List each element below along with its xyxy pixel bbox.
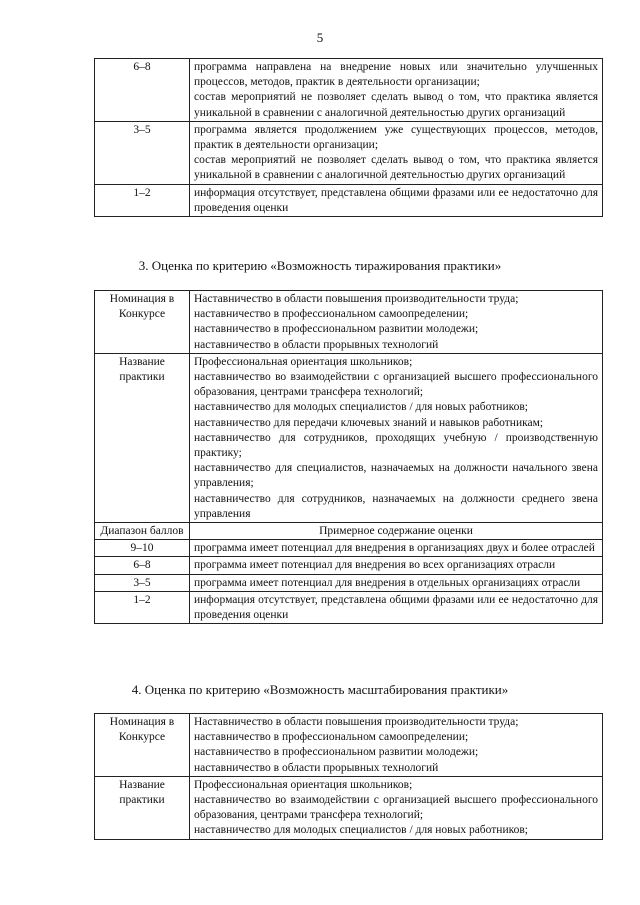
practice-item: наставничество для сотрудников, назначаемых на должности среднего звена управления [194,492,598,520]
practice-item: Профессиональная ориентация школьников; [194,778,413,791]
table-row [95,59,603,122]
content-header: Примерное содержание оценки [190,523,603,540]
table-row [95,540,603,557]
nomination-item: наставничество в профессиональном развитии молодежи; [194,746,479,759]
score-cell: 6–8 [95,557,190,574]
nomination-item: наставничество в профессиональном развитии молодежи; [194,323,479,336]
page-number: 5 [316,30,324,45]
description-cell: программа имеет потенциал для внедрения во всех организациях отрасли [190,557,603,574]
nomination-item: Наставничество в области повышения производительности труда; [194,293,519,305]
description-cell [190,121,603,184]
description-line: программа является продолжением уже существующих процессов, методов, практик в деятельности организации; [194,123,598,152]
description-line: состав мероприятий не позволяет сделать вывод о том, что практика является уникальной в сравнении с аналогичной деятельностью других организаций [194,91,598,119]
table-row [95,121,603,184]
nomination-item: Наставничество в области повышения производительности труда; [194,716,519,728]
table-row [95,184,603,216]
table-row [95,591,603,623]
score-cell: 1–2 [95,591,190,623]
description-cell: информация отсутствует, представлена общими фразами или ее недостаточно для проведения оценки [190,591,603,623]
nomination-item: наставничество в профессиональном самоопределении; [194,731,469,744]
nomination-list [190,291,603,354]
table-row [95,557,603,574]
practice-item: наставничество во взаимодействии с организацией высшего профессионального образования, центрами трансфера технологий; [194,794,598,822]
practice-item: наставничество во взаимодействии с организацией высшего профессионального образования, центрами трансфера технологий; [194,371,598,399]
section-3-heading: 3. Оценка по критерию «Возможность тиражирования практики» [138,258,502,273]
practice-list [190,353,603,522]
practice-label: Название практики [95,776,190,839]
table-row [95,776,603,839]
practice-item: наставничество для специалистов, назначаемых на должности начального звена управления; [194,462,598,490]
description-cell [190,184,603,216]
replication-criteria-table [94,290,603,624]
description-cell: программа имеет потенциал для внедрения в организациях двух и более отраслей [190,540,603,557]
description-cell [190,59,603,122]
nomination-item: наставничество в области прорывных технологий [194,338,439,351]
section-4-heading: 4. Оценка по критерию «Возможность масштабирования практики» [131,682,509,697]
criteria-table-continued [94,58,603,217]
table-row [95,291,603,354]
practice-item: наставничество для передачи ключевых знаний и навыков работникам; [194,416,544,429]
practice-item: наставничество для молодых специалистов / для новых работников; [194,401,528,414]
nomination-label: Номинация в Конкурсе [95,714,190,777]
nomination-item: наставничество в профессиональном самоопределении; [194,308,469,321]
nomination-item: наставничество в области прорывных технологий [194,761,439,774]
table-row [95,574,603,591]
table-header-row [95,523,603,540]
nomination-label: Номинация в Конкурсе [95,291,190,354]
score-cell: 6–8 [95,59,190,122]
score-cell: 3–5 [95,121,190,184]
score-cell: 3–5 [95,574,190,591]
practice-item: наставничество для молодых специалистов / для новых работников; [194,824,528,837]
description-line: программа направлена на внедрение новых или значительно улучшенных процессов, методов, практик в деятельности организации; [194,61,598,89]
range-header: Диапазон баллов [95,523,190,540]
description-line: состав мероприятий не позволяет сделать вывод о том, что практика является уникальной в сравнении с аналогичной деятельностью других организаций [194,154,598,182]
table-row [95,714,603,777]
score-cell: 9–10 [95,540,190,557]
description-line: информация отсутствует, представлена общими фразами или ее недостаточно для проведения оценки [194,186,598,214]
nomination-list [190,714,603,777]
practice-item: наставничество для сотрудников, проходящих учебную / производственную практику; [194,431,598,460]
practice-label: Название практики [95,353,190,522]
score-cell: 1–2 [95,184,190,216]
practice-item: Профессиональная ориентация школьников; [194,355,413,368]
table-row [95,353,603,522]
description-cell: программа имеет потенциал для внедрения в отдельных организациях отрасли [190,574,603,591]
scaling-criteria-table [94,713,603,840]
practice-list [190,776,603,839]
